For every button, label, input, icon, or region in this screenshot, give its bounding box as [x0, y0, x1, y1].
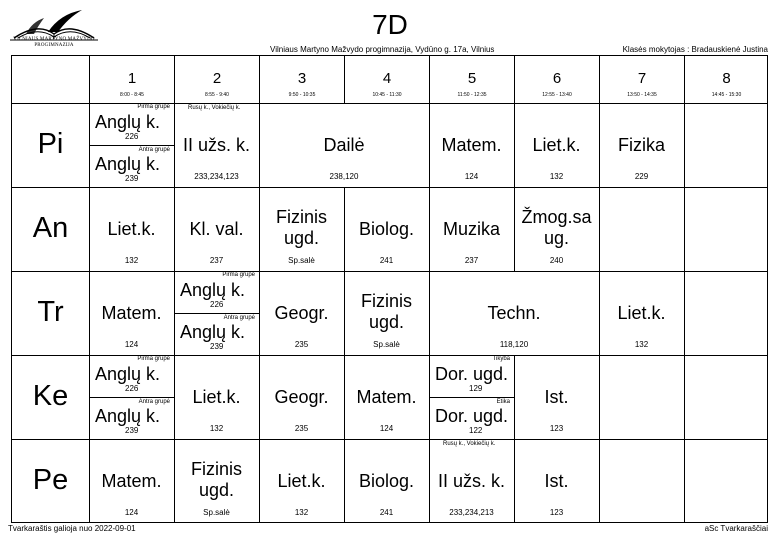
group-divider — [174, 313, 259, 314]
lesson-split[interactable] — [429, 355, 514, 439]
lesson-room: 241 — [379, 508, 394, 517]
period-number: 1 — [127, 70, 137, 87]
lesson-subject: Liet.k. — [532, 135, 581, 155]
period-time: 9:50 - 10:35 — [288, 92, 316, 98]
period-time: 11:50 - 12:35 — [457, 92, 487, 98]
lesson-room: 124 — [464, 172, 479, 181]
period-time: 8:00 - 8:45 — [120, 92, 144, 98]
lesson-room: 124 — [124, 508, 139, 517]
lesson-subject: Anglų k. — [180, 280, 246, 300]
lesson-subject: Dailė — [323, 135, 365, 155]
period-header — [514, 56, 599, 103]
lesson-cell[interactable] — [259, 271, 344, 355]
lesson-room: 129 — [469, 384, 483, 393]
lesson-cell[interactable] — [174, 355, 259, 439]
lesson-room: 235 — [294, 424, 309, 433]
lesson-subject: Dor. ugd. — [435, 406, 509, 426]
col-divider — [599, 439, 600, 523]
period-number: 2 — [212, 70, 222, 87]
lesson-subject: Matem. — [356, 387, 417, 407]
class-title: 7D — [372, 9, 408, 40]
col-divider — [599, 355, 600, 439]
lesson-cell[interactable] — [259, 355, 344, 439]
col-divider — [684, 439, 685, 523]
lesson-subject: Dor. ugd. — [435, 364, 509, 384]
logo-line-2: PROGIMNAZIJA — [34, 43, 74, 48]
lesson-cell[interactable] — [344, 187, 429, 271]
period-number: 7 — [637, 70, 647, 87]
period-number: 5 — [467, 70, 477, 87]
lesson-cell[interactable] — [429, 103, 514, 187]
period-header — [429, 56, 514, 103]
lesson-subject: Matem. — [101, 303, 162, 323]
lesson-subject: Biolog. — [358, 219, 415, 239]
lesson-split[interactable] — [89, 355, 174, 439]
group-label: Pirma grupė — [137, 104, 170, 110]
period-header — [599, 56, 684, 103]
period-time: 8:55 - 9:40 — [205, 92, 229, 98]
lesson-room: 132 — [634, 340, 649, 349]
lesson-subject: Kl. val. — [189, 219, 244, 239]
lesson-subject: Fizika — [617, 135, 665, 155]
lesson-room: 122 — [469, 426, 483, 435]
lesson-cell[interactable] — [259, 103, 429, 187]
lesson-subject: Anglų k. — [95, 154, 161, 174]
group-label: Etika — [496, 399, 510, 405]
lesson-room: 239 — [125, 174, 139, 183]
lesson-room: 238,120 — [329, 172, 359, 181]
period-header — [89, 56, 174, 103]
lesson-cell[interactable] — [514, 187, 599, 271]
group-divider — [429, 397, 514, 398]
lesson-room: 239 — [125, 426, 139, 435]
lesson-subject: Muzika — [442, 219, 500, 239]
lesson-room: 132 — [124, 256, 139, 265]
lesson-subject: Matem. — [101, 471, 162, 491]
lesson-room: 226 — [125, 132, 139, 141]
period-header — [174, 56, 259, 103]
lesson-subject: II užs. k. — [182, 135, 251, 155]
lesson-subject: Liet.k. — [107, 219, 156, 239]
period-number: 4 — [382, 70, 392, 87]
period-number: 6 — [552, 70, 562, 87]
lesson-subject: Anglų k. — [95, 364, 161, 384]
lesson-subject: Liet.k. — [192, 387, 241, 407]
lesson-subject: Anglų k. — [180, 322, 246, 342]
lesson-split[interactable] — [174, 271, 259, 355]
lesson-room: 239 — [210, 342, 224, 351]
period-header — [684, 56, 768, 103]
valid-from-note: Tvarkaraštis galioja nuo 2022-09-01 — [8, 524, 136, 533]
lesson-room: 235 — [294, 340, 309, 349]
lesson-room: 123 — [549, 424, 564, 433]
col-divider — [599, 187, 600, 271]
period-number: 8 — [722, 70, 731, 87]
lesson-subject: Anglų k. — [95, 406, 161, 426]
col-divider — [684, 271, 685, 355]
lesson-cell[interactable] — [89, 271, 174, 355]
col-divider — [684, 355, 685, 439]
lesson-room: Sp.salė — [203, 508, 230, 517]
day-label: Ke — [32, 380, 69, 412]
lesson-cell[interactable] — [344, 271, 429, 355]
lesson-subject: Geogr. — [274, 387, 329, 407]
lesson-cell[interactable] — [514, 355, 599, 439]
lesson-cell[interactable] — [514, 103, 599, 187]
lesson-room: 237 — [209, 256, 224, 265]
lesson-room: 241 — [379, 256, 394, 265]
col-divider — [684, 103, 685, 187]
lesson-room: 118,120 — [499, 340, 529, 349]
lesson-subject: Žmog.sa — [521, 207, 592, 227]
period-time: 10:45 - 11:30 — [372, 92, 402, 98]
lesson-cell[interactable] — [89, 439, 174, 523]
group-label: Antra grupė — [138, 399, 170, 405]
day-label: An — [32, 212, 69, 244]
lesson-subject: Liet.k. — [277, 471, 326, 491]
lesson-subject-line2: ug. — [543, 228, 570, 248]
lesson-room: 132 — [294, 508, 309, 517]
lesson-room: 237 — [464, 256, 479, 265]
lesson-subject: Anglų k. — [95, 112, 161, 132]
group-divider — [89, 145, 174, 146]
timetable-grid — [11, 55, 768, 523]
lesson-cell[interactable] — [259, 187, 344, 271]
lesson-room: Sp.salė — [373, 340, 400, 349]
lesson-subject: Matem. — [441, 135, 502, 155]
lesson-room: 123 — [549, 508, 564, 517]
lesson-cell[interactable] — [599, 103, 684, 187]
lesson-subject: Biolog. — [358, 471, 415, 491]
lesson-subject: Ist. — [544, 387, 569, 407]
period-header — [344, 56, 429, 103]
lesson-split[interactable] — [89, 103, 174, 187]
period-number: 3 — [297, 70, 307, 87]
lesson-cell[interactable] — [174, 439, 259, 523]
generator-credit: aSc Tvarkaraščiai — [704, 524, 768, 533]
lesson-cell[interactable] — [429, 187, 514, 271]
lesson-subject: Ist. — [544, 471, 569, 491]
lesson-room: 233,234,213 — [449, 508, 494, 517]
group-label: Tikyba — [492, 356, 510, 362]
lesson-subject-line2: ugd. — [368, 312, 405, 332]
lesson-room: 240 — [549, 256, 564, 265]
lesson-room: 132 — [549, 172, 564, 181]
lesson-cell[interactable] — [89, 187, 174, 271]
lesson-room: 132 — [209, 424, 224, 433]
lesson-cell[interactable] — [259, 439, 344, 523]
period-header — [259, 56, 344, 103]
lesson-room: 229 — [634, 172, 649, 181]
class-teacher: Klasės mokytojas : Bradauskienė Justina — [622, 45, 768, 54]
lesson-subject: Geogr. — [274, 303, 329, 323]
lesson-subject-line2: ugd. — [283, 228, 320, 248]
lesson-room: 124 — [379, 424, 394, 433]
period-time: 12:55 - 13:40 — [542, 92, 572, 98]
lesson-cell[interactable] — [344, 439, 429, 523]
lesson-room: 226 — [125, 384, 139, 393]
lesson-subject: Fizinis — [190, 459, 242, 479]
period-time: 14:45 - 15:30 — [711, 92, 742, 98]
lesson-room: 124 — [124, 340, 139, 349]
col-divider — [684, 187, 685, 271]
group-label: Pirma grupė — [222, 272, 255, 278]
lesson-subject: Fizinis — [360, 291, 412, 311]
group-label: Antra grupė — [223, 315, 255, 321]
lesson-room: Sp.salė — [288, 256, 315, 265]
school-info: Vilniaus Martyno Mažvydo progimnazija, Vydūno g. 17a, Vilnius — [270, 45, 495, 54]
lesson-room: 233,234,123 — [194, 172, 239, 181]
lesson-subject: Liet.k. — [617, 303, 666, 323]
lesson-subject: Fizinis — [275, 207, 327, 227]
lesson-cell[interactable] — [174, 187, 259, 271]
lesson-cell[interactable] — [514, 439, 599, 523]
lesson-cell[interactable] — [344, 355, 429, 439]
group-label: Pirma grupė — [137, 356, 170, 362]
group-label: Rusų k., Vokiečių k. — [443, 441, 496, 447]
logo-line-1: VILNIAUS MARTYNO MAŽVYDO — [13, 37, 95, 42]
lesson-room: 226 — [210, 300, 224, 309]
day-label: Pi — [37, 128, 64, 160]
lesson-cell[interactable] — [429, 271, 599, 355]
lesson-subject: II užs. k. — [437, 471, 506, 491]
lesson-subject-line2: ugd. — [198, 480, 235, 500]
group-divider — [89, 397, 174, 398]
group-label: Rusų k., Vokiečių k. — [188, 105, 241, 111]
lesson-cell[interactable] — [599, 271, 684, 355]
group-label: Antra grupė — [138, 147, 170, 153]
day-label: Tr — [37, 296, 64, 328]
day-label: Pe — [32, 464, 69, 496]
period-time: 13:50 - 14:35 — [627, 92, 657, 98]
lesson-cell[interactable] — [174, 103, 259, 187]
lesson-cell[interactable] — [429, 439, 514, 523]
lesson-subject: Techn. — [487, 303, 541, 323]
